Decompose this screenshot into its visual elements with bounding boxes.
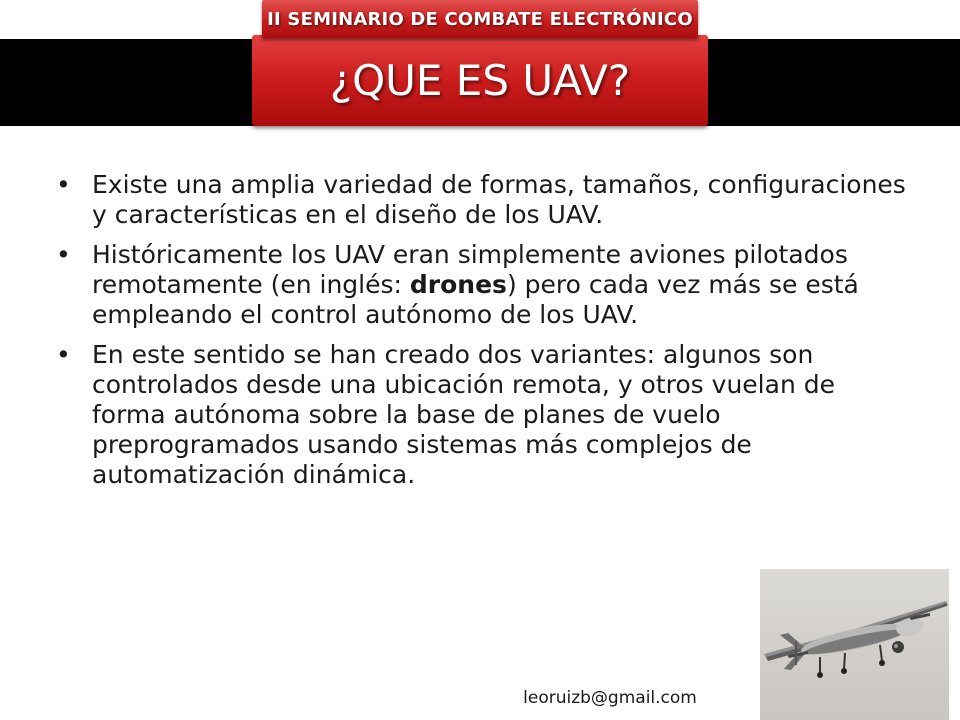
bullet-icon: • [56,340,71,369]
bullet-text [92,240,859,329]
drone-photo [760,569,949,720]
footer-email: leoruizb@gmail.com [523,688,697,708]
slide-title: ¿QUE ES UAV? [329,56,631,105]
bullet-text-bold: drones [409,270,507,299]
bullet-item [56,340,916,490]
seminar-label: II SEMINARIO DE COMBATE ELECTRÓNICO [267,8,693,30]
bullet-list [56,170,916,500]
bullet-text: En este sentido se han creado dos variantes: algunos son controlados desde una ubicación remota, y otros vuelan de forma autónoma sobre la base de planes de vuelo preprogramados usando sistemas más complejos de automatización dinámica. [92,340,835,489]
bullet-icon: • [56,170,71,199]
bullet-text: Existe una amplia variedad de formas, tamaños, configuraciones y características en el diseño de los UAV. [92,170,906,229]
bullet-text-before: Históricamente los UAV eran simplemente aviones pilotados remotamente (en inglés: [92,240,848,299]
title-box [252,35,708,126]
bullet-icon: • [56,240,71,269]
bullet-item [56,170,916,230]
bullet-text-after: ) pero cada vez más se está empleando el control autónomo de los UAV. [92,270,859,329]
bullet-item [56,240,916,330]
drone-illustration [760,569,949,720]
seminar-banner [262,0,698,38]
